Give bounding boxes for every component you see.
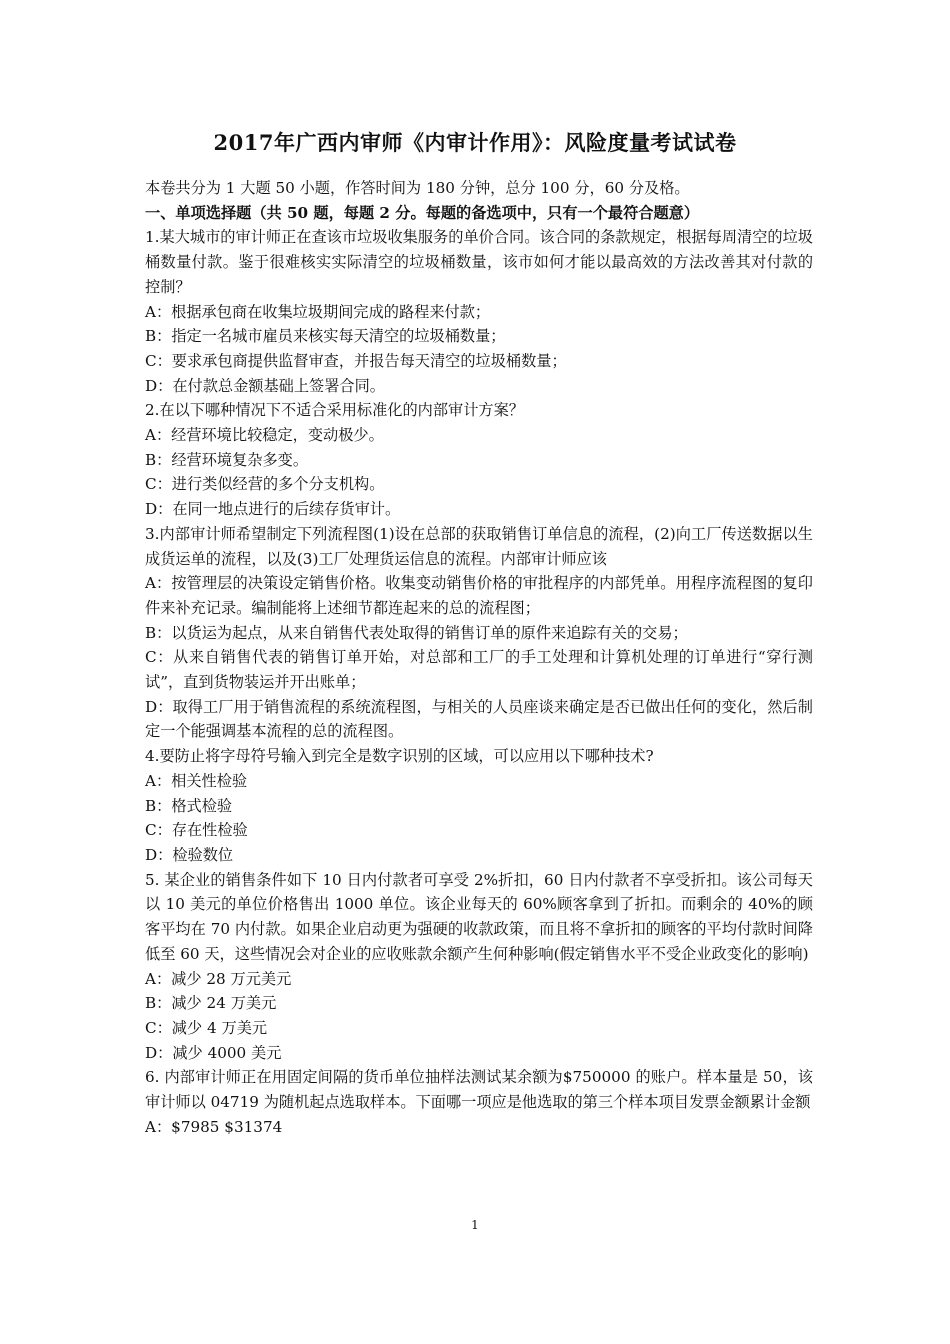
option-c: C：要求承包商提供监督审查，并报告每天清空的垃圾桶数量；	[145, 351, 567, 370]
question-stem: 5. 某企业的销售条件如下 10 日内付款者可享受 2%折扣，60 日内付款者不享受折扣。该公司每天以 10 美元的单位价格售出 1000 单位。该企业每天的 60%顾客拿到了折扣。而剩余的 40%的顾客平均在 70 内付款。如果企业启动更为强硬的收款政策，而且将不拿折扣的顾客的平均付款时间降低至 60 天，这些情况会对企业的应收账款余额产生何种影响(假定销售水平不受企业政变化的影响)	[145, 870, 813, 963]
question-1	[145, 225, 813, 398]
exam-intro: 本卷共分为 1 大题 50 小题，作答时间为 180 分钟，总分 100 分，60 分及格。	[145, 179, 690, 197]
option-b: B：格式检验	[145, 796, 233, 815]
option-d: D：在付款总金额基础上签署合同。	[145, 376, 385, 395]
option-c: C：进行类似经营的多个分支机构。	[145, 475, 385, 494]
option-a: A：经营环境比较稳定，变动极少。	[145, 426, 384, 445]
question-6	[145, 1065, 813, 1139]
question-3	[145, 522, 813, 744]
option-d: D：在同一地点进行的后续存货审计。	[145, 500, 401, 519]
option-c: C：减少 4 万美元	[145, 1018, 268, 1037]
question-stem: 2.在以下哪种情况下不适合采用标准化的内部审计方案？	[145, 401, 524, 420]
question-stem: 1.某大城市的审计师正在查该市垃圾收集服务的单价合同。该合同的条款规定，根据每周清空的垃圾桶数量付款。鉴于很难核实实际清空的垃圾桶数量，该市如何才能以最高效的方法改善其对付款的控制？	[145, 228, 813, 296]
option-b: B：以货运为起点，从来自销售代表处取得的销售订单的原件来追踪有关的交易；	[145, 623, 688, 642]
document-body	[145, 176, 813, 1139]
question-2	[145, 398, 813, 522]
question-5	[145, 868, 813, 1066]
option-c: C：从来自销售代表的销售订单开始，对总部和工厂的手工处理和计算机处理的订单进行“穿行测试”，直到货物装运并开出账单；	[145, 648, 813, 692]
page-title: 2017年广西内审师《内审计作用》：风险度量考试试卷	[213, 130, 737, 155]
option-b: B：指定一名城市雇员来核实每天清空的垃圾桶数量；	[145, 327, 506, 346]
option-a: A：根据承包商在收集垃圾期间完成的路程来付款；	[145, 302, 491, 321]
page-number: 1	[471, 1218, 479, 1232]
section-heading: 一、单项选择题（共 50 题，每题 2 分。每题的备选项中，只有一个最符合题意）	[145, 203, 700, 222]
question-stem: 6. 内部审计师正在用固定间隔的货币单位抽样法测试某余额为$750000 的账户。样本量是 50，该审计师以 04719 为随机起点选取样本。下面哪一项应是他选取的第三个样本项目发票金额累计金额	[145, 1068, 813, 1112]
question-stem: 4.要防止将字母符号输入到完全是数字识别的区域，可以应用以下哪种技术?	[145, 747, 654, 766]
option-d: D：检验数位	[145, 845, 234, 864]
option-d: D：取得工厂用于销售流程的系统流程图，与相关的人员座谈来确定是否已做出任何的变化，然后制定一个能强调基本流程的总的流程图。	[145, 697, 813, 741]
question-4	[145, 744, 813, 868]
option-b: B：经营环境复杂多变。	[145, 450, 309, 469]
option-a: A：相关性检验	[145, 771, 248, 790]
option-a: A：减少 28 万元美元	[145, 969, 292, 988]
option-d: D：减少 4000 美元	[145, 1043, 282, 1062]
option-b: B：减少 24 万美元	[145, 994, 277, 1013]
question-stem: 3.内部审计师希望制定下列流程图(1)设在总部的获取销售订单信息的流程，(2)向工厂传送数据以生成货运单的流程，以及(3)工厂处理货运信息的流程。内部审计师应该	[145, 524, 813, 568]
option-a: A：$7985 $31374	[145, 1117, 283, 1136]
option-a: A：按管理层的决策设定销售价格。收集变动销售价格的审批程序的内部凭单。用程序流程图的复印件来补充记录。编制能将上述细节都连起来的总的流程图；	[145, 574, 813, 617]
option-c: C：存在性检验	[145, 821, 248, 840]
